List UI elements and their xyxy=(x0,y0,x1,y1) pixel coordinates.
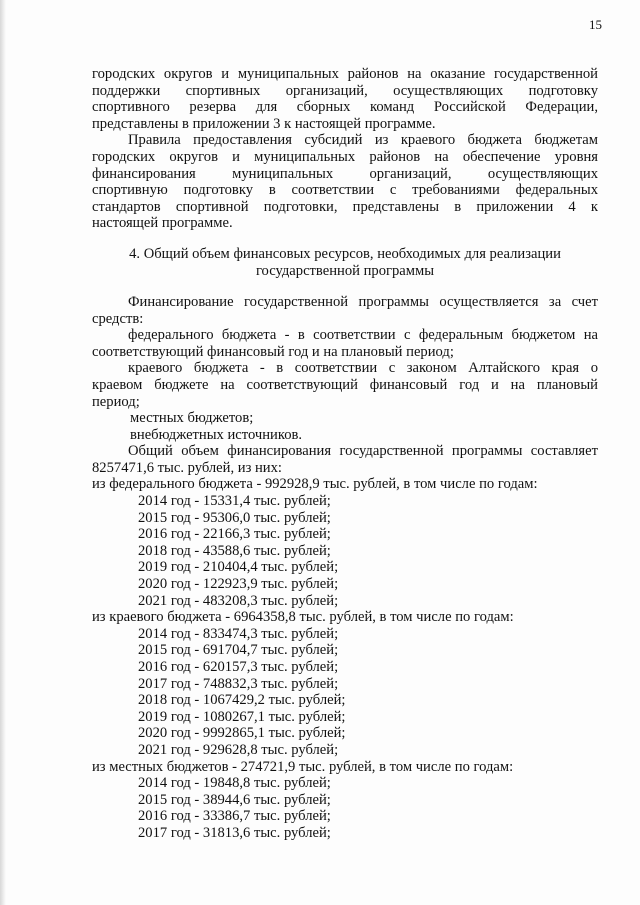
text-line: представлены в приложении 3 к настоящей программе. xyxy=(92,115,436,132)
list-item: 2020 год - 122923,9 тыс. рублей; xyxy=(138,576,339,593)
list-item: 2019 год - 210404,4 тыс. рублей; xyxy=(138,559,339,576)
list-item: 2020 год - 9992865,1 тыс. рублей; xyxy=(138,725,346,742)
list-item: 2014 год - 833474,3 тыс. рублей; xyxy=(138,625,339,642)
text-line: Финансирование государственной программы осуществляется за счет xyxy=(128,293,598,310)
section-heading xyxy=(92,246,598,280)
text-line: городских округов и муниципальных районов на обеспечение уровня xyxy=(92,148,598,165)
list-item: 2016 год - 620157,3 тыс. рублей; xyxy=(138,659,339,675)
text-line: настоящей программе. xyxy=(92,215,233,232)
list-item: 2014 год - 19848,8 тыс. рублей; xyxy=(138,775,331,792)
text-line: краевого бюджета - в соответствии с законом Алтайского края о xyxy=(128,360,598,377)
regional-budget-list xyxy=(92,609,598,758)
text-line: краевом бюджете на соответствующий финансовый год и на плановый xyxy=(92,376,598,393)
list-item: 2014 год - 15331,4 тыс. рублей; xyxy=(138,493,331,510)
list-item: 2021 год - 929628,8 тыс. рублей; xyxy=(138,741,339,758)
list-item: 2017 год - 31813,6 тыс. рублей; xyxy=(138,824,331,841)
scan-edge-shadow xyxy=(0,0,6,905)
list-item: 2016 год - 33386,7 тыс. рублей; xyxy=(138,808,331,825)
list-item: 2018 год - 1067429,2 тыс. рублей; xyxy=(138,692,346,709)
heading-line: государственной программы xyxy=(255,262,435,279)
text-line: финансирования муниципальных организаций, осуществляющих xyxy=(92,165,598,182)
page-number: 15 xyxy=(589,17,602,32)
paragraph-regional-source xyxy=(92,360,598,410)
list-item: 2018 год - 43588,6 тыс. рублей; xyxy=(138,542,331,559)
paragraph-federal-source xyxy=(92,327,598,360)
local-budget-list xyxy=(92,759,598,842)
extra-budget-line: внебюджетных источников. xyxy=(130,426,303,443)
document-body xyxy=(92,66,598,842)
federal-budget-header: из федерального бюджета - 992928,9 тыс. рублей, в том числе по годам: xyxy=(92,476,538,493)
list-item: 2015 год - 691704,7 тыс. рублей; xyxy=(138,642,339,659)
heading-line: 4. Общий объем финансовых ресурсов, необходимых для реализации xyxy=(129,245,561,262)
text-line: спортивную подготовку в соответствии с требованиями федеральных xyxy=(92,182,598,199)
text-line: федерального бюджета - в соответствии с федеральным бюджетом на xyxy=(128,327,598,344)
local-budgets-line: местных бюджетов; xyxy=(130,410,254,427)
list-item: 2017 год - 748832,3 тыс. рублей; xyxy=(138,675,339,692)
text-line: период; xyxy=(92,393,140,410)
paragraph-total-funding xyxy=(92,443,598,476)
text-line: поддержки спортивных организаций, осуществляющих подготовку xyxy=(92,82,598,99)
local-budget-header: из местных бюджетов - 274721,9 тыс. рублей, в том числе по годам: xyxy=(92,758,514,775)
paragraph-subsidies-support xyxy=(92,66,598,132)
list-item: 2016 год - 22166,3 тыс. рублей; xyxy=(138,526,331,543)
regional-budget-header: из краевого бюджета - 6964358,8 тыс. рублей, в том числе по годам: xyxy=(92,609,514,626)
list-item: 2015 год - 95306,0 тыс. рублей; xyxy=(138,509,331,526)
list-item: 2019 год - 1080267,1 тыс. рублей; xyxy=(138,708,346,725)
text-line: средств: xyxy=(92,310,144,327)
text-line: городских округов и муниципальных районов на оказание государственной xyxy=(92,66,598,82)
text-line: спортивного резерва для сборных команд Российской Федерации, xyxy=(92,99,598,116)
paragraph-subsidies-rules xyxy=(92,132,598,232)
paragraph-funding-sources xyxy=(92,294,598,327)
text-line: 8257471,6 тыс. рублей, из них: xyxy=(92,459,282,476)
text-line: Правила предоставления субсидий из краевого бюджета бюджетам xyxy=(128,132,598,149)
federal-budget-list xyxy=(92,476,598,609)
text-line: соответствующий финансовый год и на плановый период; xyxy=(92,343,454,360)
text-line: стандартов спортивной подготовки, представлены в приложении 4 к xyxy=(92,198,598,215)
list-item: 2015 год - 38944,6 тыс. рублей; xyxy=(138,791,331,808)
text-line: Общий объем финансирования государственной программы составляет xyxy=(128,443,598,460)
list-item: 2021 год - 483208,3 тыс. рублей; xyxy=(138,592,339,609)
